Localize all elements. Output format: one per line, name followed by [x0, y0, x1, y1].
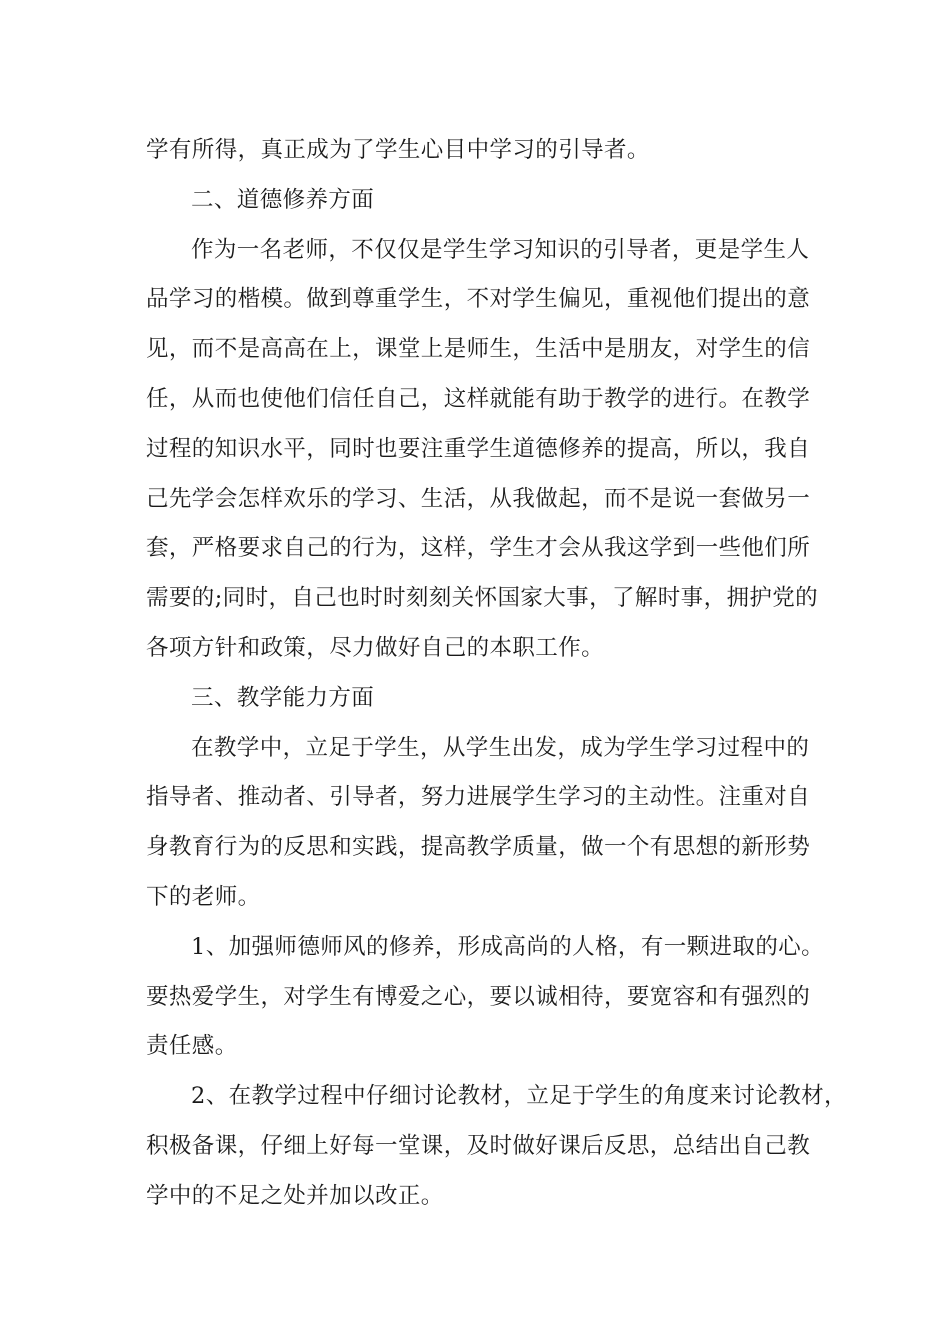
- text-line: 指导者、推动者、引导者，努力进展学生学习的主动性。注重对自: [146, 784, 811, 811]
- section-heading-moral: 二、道德修养方面: [191, 186, 375, 213]
- text-line: 各项方针和政策，尽力做好自己的本职工作。: [146, 634, 605, 661]
- list-item-2: 2、在教学过程中仔细讨论教材，立足于学生的角度来讨论教材，: [191, 1083, 847, 1110]
- text-line: 己先学会怎样欢乐的学习、生活，从我做起，而不是说一套做另一: [146, 485, 811, 512]
- text-line: 任，从而也使他们信任自己，这样就能有助于教学的进行。在教学: [146, 385, 811, 412]
- list-item-1: 1、加强师德师风的修养，形成高尚的人格，有一颗进取的心。: [191, 933, 825, 960]
- text-line: 品学习的楷模。做到尊重学生，不对学生偏见，重视他们提出的意: [146, 286, 811, 313]
- text-line: 套，严格要求自己的行为，这样，学生才会从我这学到一些他们所: [146, 535, 811, 562]
- text-line: 在教学中，立足于学生，从学生出发，成为学生学习过程中的: [191, 734, 810, 761]
- text-line: 积极备课，仔细上好每一堂课，及时做好课后反思，总结出自己教: [146, 1132, 811, 1159]
- text-line: 下的老师。: [146, 883, 261, 910]
- text-line: 见，而不是高高在上，课堂上是师生，生活中是朋友，对学生的信: [146, 336, 811, 363]
- text-line: 责任感。: [146, 1033, 238, 1060]
- text-line: 需要的;同时，自己也时时刻刻关怀国家大事，了解时事，拥护党的: [146, 585, 819, 612]
- text-line: 学中的不足之处并加以改正。: [146, 1182, 444, 1209]
- section-heading-teaching: 三、教学能力方面: [191, 684, 375, 711]
- text-line: 要热爱学生，对学生有博爱之心，要以诚相待，要宽容和有强烈的: [146, 983, 811, 1010]
- text-line: 作为一名老师，不仅仅是学生学习知识的引导者，更是学生人: [191, 236, 810, 263]
- text-line: 身教育行为的反思和实践，提高教学质量，做一个有思想的新形势: [146, 834, 811, 861]
- text-line: 学有所得，真正成为了学生心目中学习的引导者。: [146, 137, 650, 163]
- text-line: 过程的知识水平，同时也要注重学生道德修养的提高，所以，我自: [146, 435, 811, 462]
- document-body: [146, 126, 847, 1222]
